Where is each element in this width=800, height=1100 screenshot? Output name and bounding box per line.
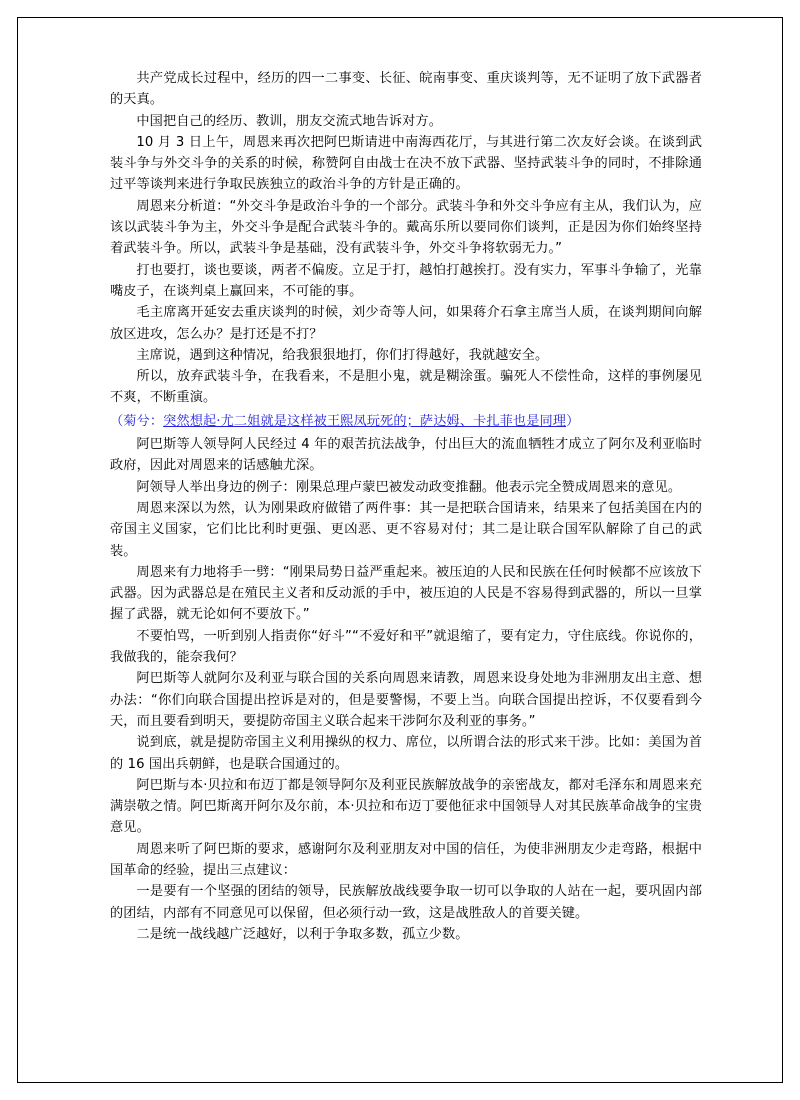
- paragraph: 阿巴斯等人就阿尔及利亚与联合国的关系向周恩来请教，周恩来设身处地为非洲朋友出主意、想办法：“你们向联合国提出控诉是对的，但是要警惕，不要上当。向联合国提出控诉，不仅要看到今天，而且要看到明天，要提防帝国主义联合起来干涉阿尔及利亚的事务。”: [110, 671, 702, 729]
- paragraph: 所以，放弃武装斗争，在我看来，不是胆小鬼，就是糊涂蛋。骗死人不偿性命，这样的事例屡见不爽，不断重演。: [110, 369, 702, 406]
- editor-note: [110, 411, 702, 432]
- editor-note-underlined: 突然想起·尤二姐就是这样被王熙凤玩死的；萨达姆、卡扎菲也是同理: [163, 413, 567, 429]
- paragraph: 阿领导人举出身边的例子：刚果总理卢蒙巴被发动政变推翻。他表示完全赞成周恩来的意见。: [136, 479, 682, 495]
- paragraph: 共产党成长过程中，经历的四一二事变、长征、皖南事变、重庆谈判等，无不证明了放下武器者的天真。: [110, 71, 702, 108]
- paragraph: 阿巴斯等人领导阿人民经过 4 年的艰苦抗法战争，付出巨大的流血牺牲才成立了阿尔及利亚临时政府，因此对周恩来的话感触尤深。: [110, 437, 702, 474]
- paragraph: 阿巴斯与本·贝拉和布迈丁都是领导阿尔及利亚民族解放战争的亲密战友，都对毛泽东和周恩来充满崇敬之情。阿巴斯离开阿尔及尔前，本·贝拉和布迈丁要他征求中国领导人对其民族革命战争的宝贵意见。: [110, 777, 702, 836]
- paragraph: 毛主席离开延安去重庆谈判的时候，刘少奇等人问，如果蒋介石拿主席当人质，在谈判期间向解放区进攻，怎么办？是打还是不打？: [110, 305, 702, 342]
- paragraph: 中国把自己的经历、教训，朋友交流式地告诉对方。: [136, 113, 443, 129]
- editor-note-prefix: （菊兮：: [110, 413, 164, 429]
- paragraph: 周恩来分析道：“外交斗争是政治斗争的一个部分。武装斗争和外交斗争应有主从，我们认为，应该以武装斗争为主，外交斗争是配合武装斗争的。戴高乐所以要同你们谈判，正是因为你们始终坚持着武装斗争。所以，武装斗争是基础，没有武装斗争，外交斗争将软弱无力。”: [110, 198, 702, 257]
- paragraph: 打也要打，谈也要谈，两者不偏废。立足于打，越怕打越挨打。没有实力，军事斗争输了，光靠嘴皮子，在谈判桌上赢回来，不可能的事。: [110, 262, 702, 299]
- paragraph: 周恩来听了阿巴斯的要求，感谢阿尔及利亚朋友对中国的信任，为使非洲朋友少走弯路，根据中国革命的经验，提出三点建议：: [110, 841, 702, 878]
- paragraph: 主席说，遇到这种情况，给我狠狠地打，你们打得越好，我就越安全。: [136, 347, 549, 363]
- paragraph: 说到底，就是提防帝国主义利用操纵的权力、席位，以所谓合法的形式来干涉。比如：美国为首的 16 国出兵朝鲜，也是联合国通过的。: [110, 735, 702, 772]
- paragraph: 不要怕骂，一听到别人指责你“好斗”“不爱好和平”就退缩了，要有定力，守住底线。你说你的，我做我的，能奈我何？: [110, 628, 702, 666]
- paragraph: 周恩来有力地将手一劈：“刚果局势日益严重起来。被压迫的人民和民族在任何时候都不应该放下武器。因为武器总是在殖民主义者和反动派的手中，被压迫的人民是不容易得到武器的，所以一旦掌握了武器，就无论如何不要放下。”: [110, 564, 702, 623]
- paragraph: 10 月 3 日上午，周恩来再次把阿巴斯请进中南海西花厅，与其进行第二次友好会谈。在谈到武装斗争与外交斗争的关系的时候，称赞阿自由战士在决不放下武器、坚持武装斗争的同时，不排除通过平等谈判来进行争取民族独立的政治斗争的方针是正确的。: [110, 134, 702, 193]
- paragraph: 二是统一战线越广泛越好，以利于争取多数，孤立少数。: [136, 926, 469, 942]
- editor-note-suffix: ）: [566, 413, 580, 429]
- paragraph: 周恩来深以为然，认为刚果政府做错了两件事：其一是把联合国请来，结果来了包括美国在内的帝国主义国家，它们比比利时更强、更凶恶、更不容易对付；其二是让联合国军队解除了自己的武装。: [110, 500, 702, 559]
- document-body: [110, 68, 702, 945]
- paragraph: 一是要有一个坚强的团结的领导，民族解放战线要争取一切可以争取的人站在一起，要巩固内部的团结，内部有不同意见可以保留，但必须行动一致，这是战胜敌人的首要关键。: [110, 884, 702, 921]
